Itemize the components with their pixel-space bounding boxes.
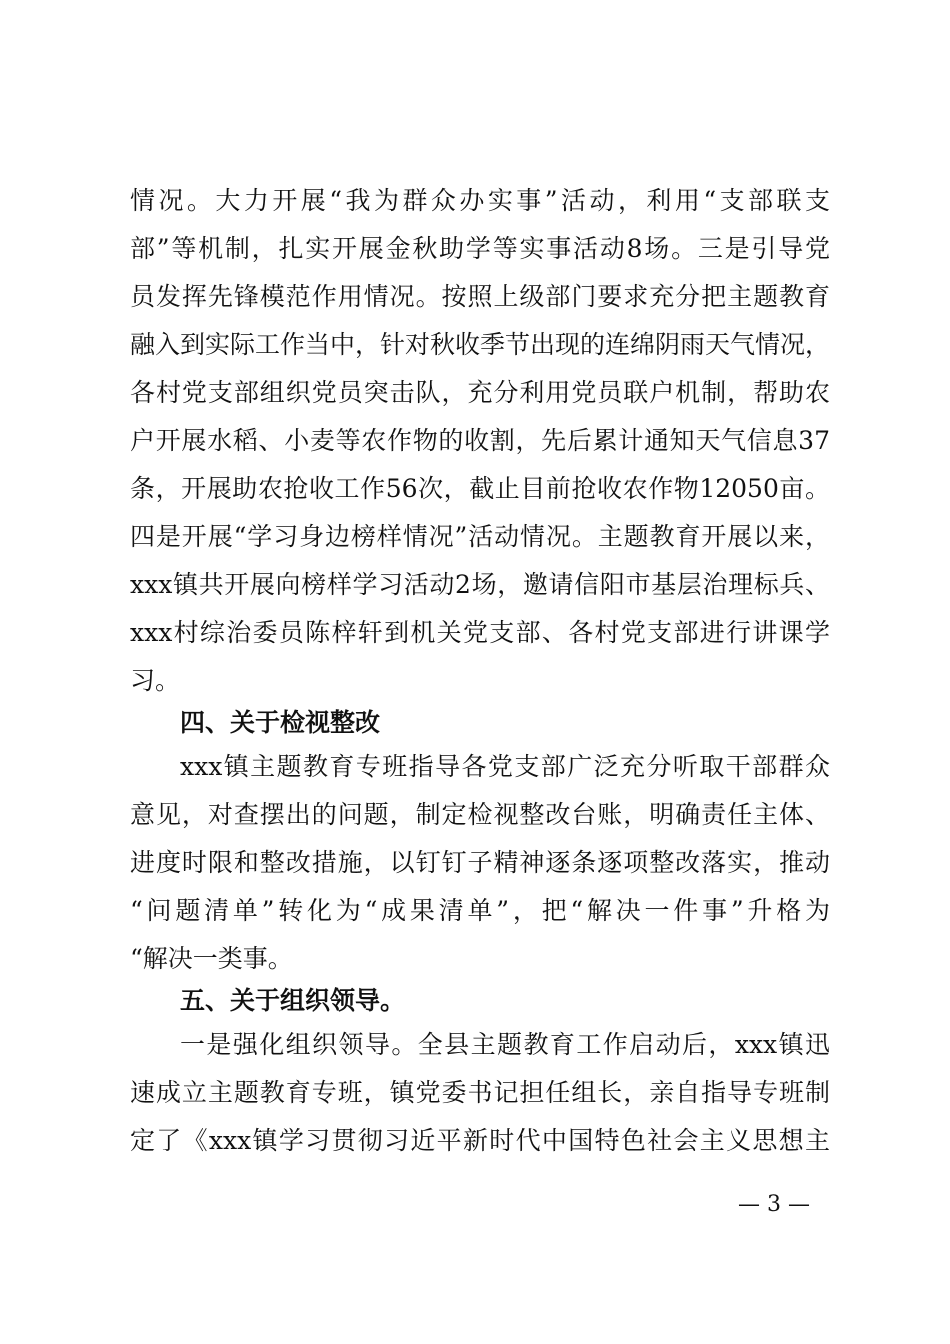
paragraph-1-line-10: xxx村综治委员陈梓轩到机关党支部、各村党支部进行讲课学 <box>130 618 830 647</box>
paragraph-2-line-4: “问题清单”转化为“成果清单”，把“解决一件事”升格为 <box>130 896 830 925</box>
paragraph-1-line-1: 情况。大力开展“我为群众办实事”活动，利用“支部联支 <box>130 186 830 215</box>
paragraph-3-line-2: 速成立主题教育专班，镇党委书记担任组长，亲自指导专班制 <box>130 1078 830 1107</box>
paragraph-1-line-7: 条，开展助农抢收工作56次，截止目前抢收农作物12050亩。 <box>130 474 830 503</box>
paragraph-1-line-2: 部”等机制，扎实开展金秋助学等实事活动8场。三是引导党 <box>130 234 830 263</box>
paragraph-1-line-11: 习。 <box>130 666 181 695</box>
paragraph-2-line-5: “解决一类事。 <box>130 944 293 973</box>
paragraph-1-line-9: xxx镇共开展向榜样学习活动2场，邀请信阳市基层治理标兵、 <box>130 570 830 599</box>
paragraph-3-line-1: 一是强化组织领导。全县主题教育工作启动后，xxx镇迅 <box>180 1030 830 1059</box>
paragraph-2-line-2: 意见，对查摆出的问题，制定检视整改台账，明确责任主体、 <box>130 800 830 829</box>
paragraph-1-line-8: 四是开展“学习身边榜样情况”活动情况。主题教育开展以来， <box>130 522 830 551</box>
paragraph-1-line-4: 融入到实际工作当中，针对秋收季节出现的连绵阴雨天气情况， <box>130 330 831 359</box>
section-heading-4: 四、关于检视整改 <box>180 708 381 737</box>
paragraph-1-line-3: 员发挥先锋模范作用情况。按照上级部门要求充分把主题教育 <box>130 282 830 311</box>
paragraph-1-line-6: 户开展水稻、小麦等农作物的收割，先后累计通知天气信息37 <box>130 426 830 455</box>
paragraph-2-line-1: xxx镇主题教育专班指导各党支部广泛充分听取干部群众 <box>180 752 830 781</box>
paragraph-3-line-3: 定了《xxx镇学习贯彻习近平新时代中国特色社会主义思想主 <box>130 1126 830 1155</box>
paragraph-1-line-5: 各村党支部组织党员突击队，充分利用党员联户机制，帮助农 <box>130 378 830 407</box>
page-number: — 3 — <box>738 1192 810 1217</box>
paragraph-2-line-3: 进度时限和整改措施，以钉钉子精神逐条逐项整改落实，推动 <box>130 848 830 877</box>
section-heading-5: 五、关于组织领导。 <box>180 986 406 1015</box>
